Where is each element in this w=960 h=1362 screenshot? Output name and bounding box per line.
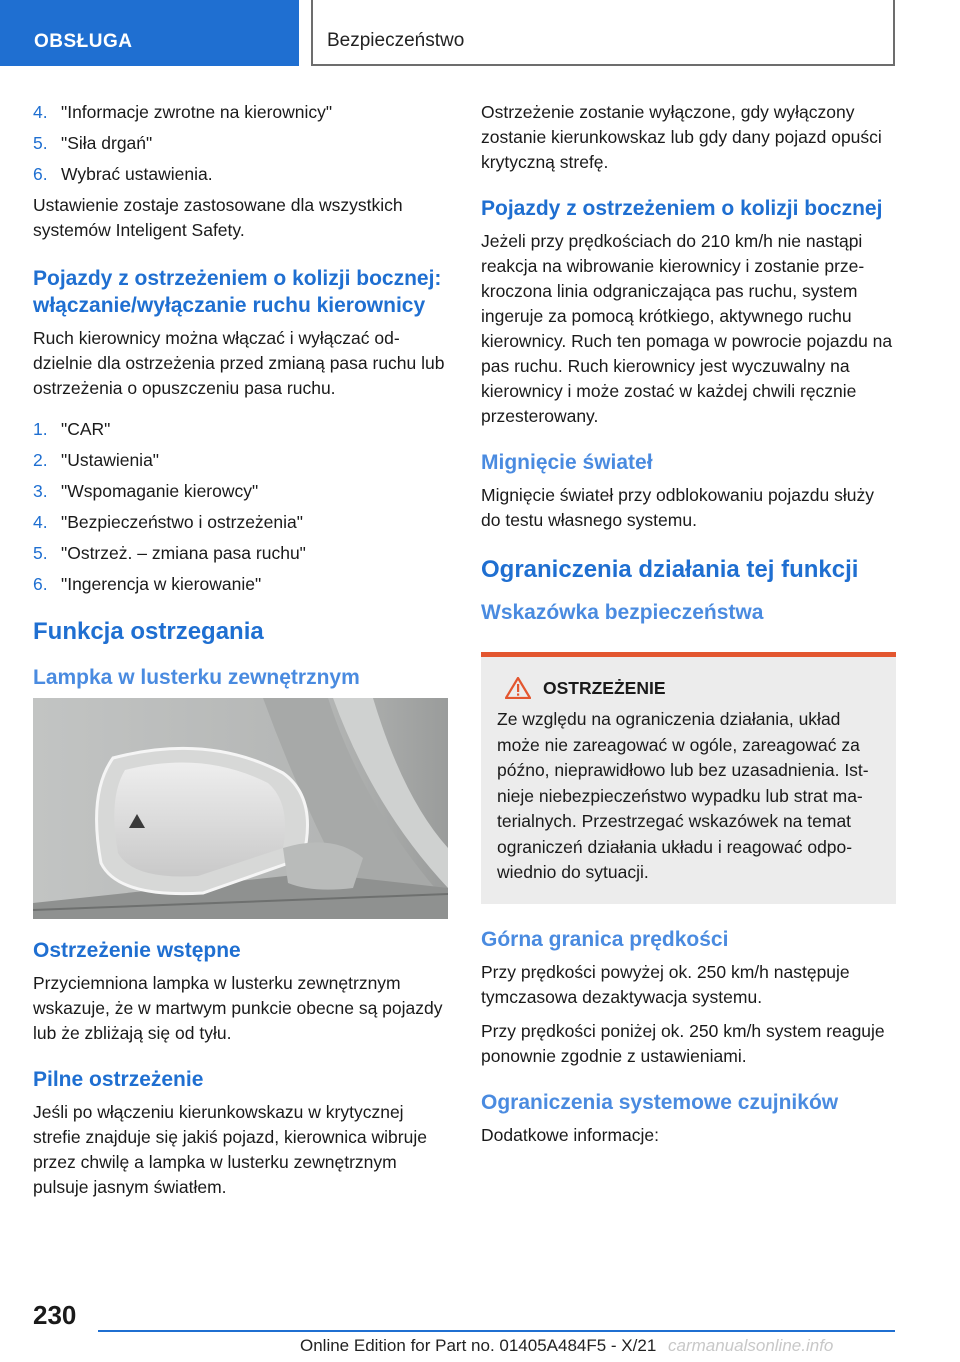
warning-text: Ze względu na ograniczenia działania, układ może nie zareagować w ogóle, zareagować za późno, nieprawidłowo lub bez uzasadnienia. Istnieje niebezpieczeństwo wypadku lub strat materialnych. Przestrzegać wskazówek na temat ograniczeń działania układu i reagować odpowiednio do sytuacji. xyxy=(497,709,869,882)
subsection-heading: Pilne ostrzeżenie xyxy=(33,1068,204,1091)
section-heading: Ograniczenia działania tej funkcji xyxy=(481,556,859,583)
paragraph: Jeżeli przy prędkościach do 210 km/h nie nastąpi reakcja na wibrowanie kierownicy i zostanie przekroczona linia odgraniczająca pas ruchu, system ingeruje za pomocą krótkiego, aktywnego ruchu kierownicy. Ruch ten pomaga w powrocie pojazdu na pas ruchu. Ruch kierownicy jest wyczuwalny na kierownicy i może zostać w każdej chwili ręcznie przesterowany. xyxy=(481,231,893,426)
list-item: 6. "Ingerencja w kierowanie" xyxy=(33,574,262,594)
footer-rule xyxy=(98,1330,895,1332)
paragraph: Ostrzeżenie zostanie wyłączone, gdy wyłączony zostanie kierunkowskaz lub gdy dany pojazd opuści krytyczną strefę. xyxy=(481,102,882,172)
paragraph: Przy prędkości powyżej ok. 250 km/h następuje tymczasowa dezaktywacja systemu. xyxy=(481,961,850,1007)
warning-title: OSTRZEŻENIE xyxy=(543,677,666,698)
chapter-title: Bezpieczeństwo xyxy=(311,0,895,66)
list-item: 2. "Ustawienia" xyxy=(33,450,160,470)
list-item: 5. "Siła drgań" xyxy=(33,133,153,153)
list-item: 3. "Wspomaganie kierowcy" xyxy=(33,481,259,501)
left-column xyxy=(33,100,448,1209)
steps-list-1 xyxy=(33,100,448,187)
list-item: 6. Wybrać ustawienia. xyxy=(33,164,213,184)
paragraph: Ustawienie zostaje zastosowane dla wszystkich systemów Inteligent Safety. xyxy=(33,195,403,240)
paragraph: Jeśli po włączeniu kierunkowskazu w krytycznej strefie znajduje się jakiś pojazd, kierownica wibruje przez chwilę a lampka w lusterku zewnętrznym pulsuje jasnym światłem. xyxy=(33,1102,427,1197)
mirror-image xyxy=(33,698,448,919)
steps-list-2 xyxy=(33,417,448,597)
right-column xyxy=(481,100,896,1157)
section-heading: Górna granica prędkości xyxy=(481,927,729,951)
section-heading: Funkcja ostrzegania xyxy=(33,618,264,645)
paragraph: Przy prędkości poniżej ok. 250 km/h system reaguje ponownie zgodnie z ustawieniami. xyxy=(481,1020,885,1066)
section-heading: Pojazdy z ostrzeżeniem o kolizji bocznej xyxy=(481,197,883,220)
list-item: 1. "CAR" xyxy=(33,419,111,439)
warning-triangle-icon xyxy=(505,677,531,699)
mirror-illustration xyxy=(33,698,448,919)
subsection-heading: Lampka w lusterku zewnętrznym xyxy=(33,666,360,689)
subsection-heading: Wskazówka bezpieczeństwa xyxy=(481,601,764,624)
paragraph: Mignięcie świateł przy odblokowaniu pojazdu służy do testu własnego systemu. xyxy=(481,485,874,530)
paragraph: Przyciemniona lampka w lusterku zewnętrznym wskazuje, że w martwym punkcie obecne są pojazdy lub że zbliżają się od tyłu. xyxy=(33,973,443,1043)
subsection-heading: Ostrzeżenie wstępne xyxy=(33,939,241,962)
section-heading: Ograniczenia systemowe czujników xyxy=(481,1090,839,1114)
watermark: carmanualsonline.info xyxy=(668,1336,834,1355)
section-tab: OBSŁUGA xyxy=(0,0,299,66)
page-number: 230 xyxy=(33,1300,77,1330)
list-item: 5. "Ostrzeż. – zmiana pasa ruchu" xyxy=(33,543,306,563)
warning-box xyxy=(481,652,896,904)
section-heading: Mignięcie świateł xyxy=(481,451,653,474)
edition-text: Online Edition for Part no. 01405A484F5 - X/21 xyxy=(300,1336,657,1355)
section-heading: Pojazdy z ostrzeżeniem o kolizji bocznej: włączanie/wyłączanie ruchu kierownicy xyxy=(33,267,442,317)
list-item: 4. "Bezpieczeństwo i ostrzeżenia" xyxy=(33,512,303,532)
paragraph: Ruch kierownicy można włączać i wyłączać oddzielnie dla ostrzeżenia przed zmianą pasa ruchu lub ostrzeżenia o opuszczeniu pasa ruchu. xyxy=(33,328,445,398)
warning-header xyxy=(497,677,880,699)
list-item: 4. "Informacje zwrotne na kierownicy" xyxy=(33,102,333,122)
paragraph: Dodatkowe informacje: xyxy=(481,1124,659,1145)
